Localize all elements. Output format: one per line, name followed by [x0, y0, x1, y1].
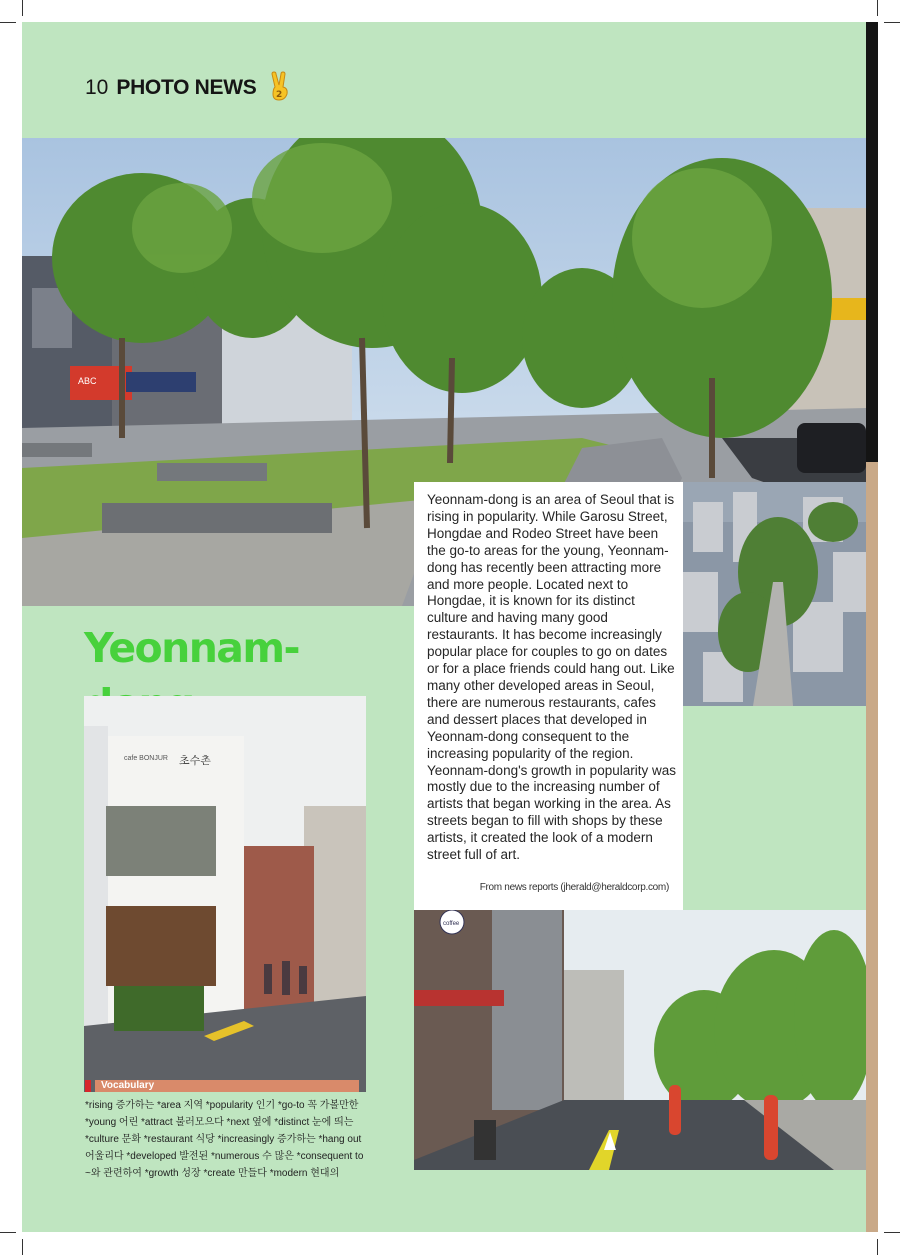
crop-mark [877, 0, 878, 16]
crop-mark [0, 1232, 16, 1233]
crop-mark [0, 22, 16, 23]
svg-text:2: 2 [276, 89, 283, 100]
page-number: 10 [85, 76, 109, 99]
article-box [414, 482, 683, 910]
article-credit: From news reports (jherald@heraldcorp.com) [479, 882, 669, 893]
store-sign: ABC [78, 376, 97, 386]
page-header [85, 74, 292, 102]
cafe-sign-korean: 초수촌 [179, 754, 211, 767]
crop-mark [22, 0, 23, 16]
victory-hand-icon [268, 71, 292, 106]
crop-mark [22, 1239, 23, 1255]
vocabulary-list: *rising 증가하는 *area 지역 *popularity 인기 *go-to 꼭 가볼만한 *young 어린 *attract 불러모으다 *next 옆에 *distinct 눈에 띄는 *culture 문화 *restaurant 식당 *increasingly 증가하는 *hang out 어울리다 *developed 발전된 *numerous 수 많은 *consequent to ~와 관련하여 *growth 성장 *create 만들다 *modern 현대의 [85, 1100, 364, 1179]
cafe-street-photo [84, 696, 366, 1092]
vocabulary-title: Vocabulary [95, 1080, 359, 1092]
page-spine [866, 22, 878, 462]
crop-mark [884, 22, 900, 23]
cafe-sign: cafe BONJUR [124, 755, 168, 762]
coffee-sign: coffee [443, 921, 460, 927]
vocabulary-marker [85, 1080, 91, 1092]
article-headline: Yeonnam- [84, 624, 299, 672]
crop-mark [877, 1239, 878, 1255]
aerial-city-photo [683, 482, 866, 706]
crop-mark [884, 1232, 900, 1233]
section-title: PHOTO NEWS [116, 76, 257, 99]
page-spine-lower [866, 462, 878, 1232]
road-street-photo [414, 910, 866, 1170]
vocabulary-label [85, 1080, 359, 1092]
article-body: Yeonnam-dong is an area of Seoul that is rising in popularity. While Garosu Street, Hongdae and Rodeo Street have been the go-to areas for the young, Yeonnam-dong has recently been attracting more and more people. Located next to Hongdae, it is known for its distinct culture and having many good restaurants. It has become increasingly popular place for couples to go on dates or for a place friends could hang out. Like many other developed areas in Seoul, there are numerous restaurants, cafes and dessert places that developed in Yeonnam-dong consequent to the increasing popularity of the region. Yeonnam-dong's growth in popularity was mostly due to the increasing number of artists that began working in the area. As streets began to fill with shops by these artists, it created the look of a modern street full of art. [427, 492, 676, 863]
